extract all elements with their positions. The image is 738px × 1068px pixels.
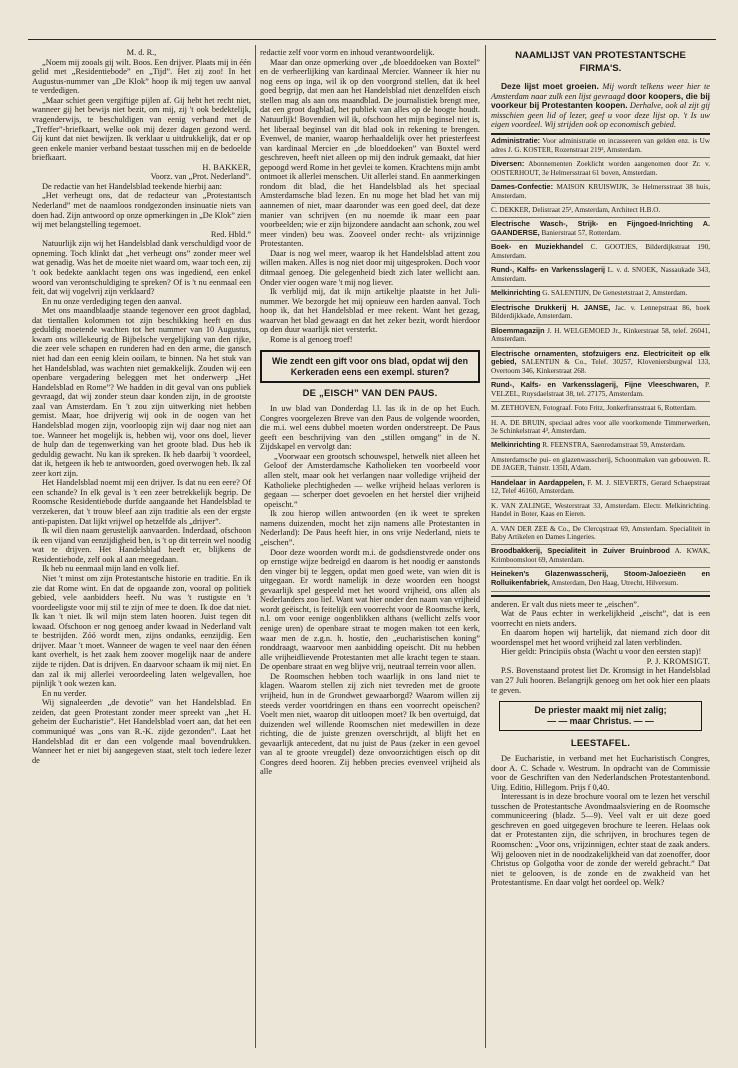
list-intro bbox=[491, 82, 710, 130]
paragraph: Ik heb nu eenmaal mijn land en volk lief. bbox=[42, 564, 180, 574]
paragraph: De Roomschen hebben toch waarlijk in ons land niet te klagen. Waarom stellen zij zich niet tevreden met de groote vrijheid, hun in de Grondwet gewaarborgd? Waarom willen zij steeds verder voortdringen en thans een voorrecht opeischen? Voelt men niet, waarop dit uitloopen moet? Ik ben overtuigd, dat duizenden wel willende Roomschen niet medewillen in deze richting, die de juiste grenzen overschrijdt, al blijft het en gevaarlijk antecedent, dat nu juist de Paus (zeker in een gevoel van al te groote vreugdel) deze onvoorzichtigen eisch op dit Congres deed hooren. Zij hebben precies evenveel vrijheid als alle bbox=[260, 671, 480, 777]
firm-entry bbox=[491, 264, 710, 287]
slogan-line2: — — maar Christus. — — bbox=[547, 716, 654, 727]
paragraph: Met ons maandblaadje staande tegenover een groot dagblad, dat tientallen kolommen tot zijn beschikking heeft en dus geduldig moetende wachten tot het nummer van 10 Augustus, kwam ons willekeurig de Bijbelsche vergelijking van den rijke, die zeer vele schapen en runderen had en den arme, die gansch niet had dan een eenig klein ooilam, te binnen. Na het stuk van het Handelsblad, was wachten niet gemakkelijk. Zouden wij een openbare vergadering beleggen met het onderwerp „Het Handelsblad en Rome”? We hadden in dit geval van ons publiek gevraagd, dat wij zonder steun daar konden zijn, in de grootste zaal van Amsterdam. En 't zou zijn uitwerking niet hebben gemist. Maar, hoe drijverig wij ook in de oogen van het Handelsblad mogen zijn, voorloopig zijn wij daar nog niet aan toe. Wanneer het mogelijk is, hebben wij, voor ons doel, liever de hulp dan de tegenwerking van het groote blad. Dus heb ik geduldig gewacht. Nu kan ik spreken. Ik heb daarbij 't voordeel, dat ik, hetgeen ik heb te antwoorden, goed overwogen heb. Ik zal zeer kort zijn. bbox=[32, 306, 251, 478]
firm-entry bbox=[491, 379, 710, 402]
paragraph: „Noem mij zooals gij wilt. Boos. Een drijver. Plaats mij in één gelid met „Residentiebode” en „Tijd”. Het zij zoo! In het Augustus-nummer van „De Klok” hoop ik mij tegen uw aanval te verdedigen. bbox=[32, 57, 251, 96]
firm-entry-text: MAISON KRUISWIJK, 3e Helmersstraat 38 huis, Amsterdam. bbox=[491, 182, 710, 200]
firm-entry-text: Jac. v. Lennepstraat 86, hoek Bilderdijkkade, Amsterdam. bbox=[491, 303, 710, 321]
firm-entry-text: Abonnementen Zoeklicht worden aangenomen door Zr. v. OOSTERHOUT, 3e Helmersstraat 61 boven, Amsterdam. bbox=[491, 160, 710, 177]
paragraph: Ik verblijd mij, dat ik mijn artikeltje plaatste in het Juli-nummer. We bezorgde het mij opnieuw een harden aanval. Toch hoop ik, dat het Handelsblad er mee rekent. Want het gezag, waarvan het blad gewaagt en dat het zeker bezit, wordt hierdoor op den duur waarlijk niet versterkt. bbox=[260, 287, 480, 335]
firm-entry-bold: Bloemmagazijn bbox=[491, 325, 545, 335]
firm-entry-text: F. M. J. SIEVERTS, Gerard Schaepstraat 12, Telef 46160, Amsterdam. bbox=[491, 478, 710, 496]
paragraph: redactie zelf voor vorm en inhoud verantwoordelijk. bbox=[260, 48, 435, 57]
paragraph: De redactie van het Handelsblad teekende hierbij aan: bbox=[42, 181, 223, 191]
firm-entry bbox=[491, 439, 710, 454]
paragraph: Door deze woorden wordt m.i. de godsdienstvrede onder ons op ernstige wijze bedreigd en daarom is het noodig er aanstonds den vinger bij te leggen, opdat men goed wete, van wien dit is uitgegaan. Er wordt namelijk in deze woorden een hoogst gevaarlijk spel gespeeld met het woord vrijheid, ons allen als Nederlanders zoo lief. Want wat hier onder den naam van vrijheid wordt geëischt, is feitelijk een voorrecht voor de Roomsche kerk, n.l. om voor eenige oogenblikken althans (wellicht zelfs voor eenige uren) de openbare straat te mogen maken tot een kerk, waar men de z.g.n. h. hostie, den „eucharistischen koning” ronddraagt, waarvoor men aanbidding opeischt. Dit nu hebben alle vrijheidlievende Protestanten met alle kracht tegen te staan. De openbare straat en weg blijve vrij, neutraal terrein voor allen. bbox=[260, 547, 480, 672]
paragraph: Natuurlijk zijn wij het Handelsblad dank verschuldigd voor de opneming. Toch klinkt dat „het verheugt ons” zonder meer wel wat genadig. Was het de moeite niet waard om, waar toch een, zij 't ook bedekte aanklacht tegen ons was ingediend, een enkel woord van verontschuldiging te spreken? Of is 't nu eenmaal een feit, dat wij vogelvrij zijn verklaard? bbox=[32, 239, 251, 297]
paragraph: En nu verder. bbox=[42, 688, 87, 698]
firm-entry bbox=[491, 477, 710, 500]
column-divider-2 bbox=[485, 45, 486, 1048]
firm-entry-text: J. H. WELGEMOED Jr., Kinkerstraat 58, telef. 26041, Amsterdam. bbox=[491, 326, 710, 344]
firm-entry-text: SALENTIJN & Co., Telef. 30257, Kloveniersburgwal 133, Overtoom 346, Kinkerstraat 268. bbox=[491, 358, 710, 375]
firm-entry-bold: Electrische Drukkerij H. JANSE, bbox=[491, 302, 611, 312]
paragraph: Ik wil dien naam gerustelijk aanvaarden. Inderdaad, ofschoon ik een vijand van eenzijdigheid ben, is 't op dit terrein wel noodig wat te drijven. Het Handelsblad heeft er, blijkens de Residentiebode, zelf ook al aan meegedaan. bbox=[32, 526, 251, 564]
firm-entry-text: Banierstraat 57, Rotterdam. bbox=[539, 228, 621, 237]
paragraph: In uw blad van Donderdag l.l. las ik in de op het Euch. Congres voorgelezen Breve van den Paus de volgende woorden, die m.i. wel eens dubbel moeten worden onderstreept. De Paus geeft een beschrijving van den „stillen omgang” in de N. Zijdskapel en vervolgt dan: bbox=[260, 404, 480, 452]
firm-entry-bold: Diversen: bbox=[491, 159, 525, 169]
list-heading-line1: NAAMLIJST VAN PROTESTANTSCHE bbox=[515, 50, 686, 61]
signature: Red. Hbld.” bbox=[210, 229, 251, 239]
firm-entry-bold: Handelaar in Aardappelen, bbox=[491, 477, 585, 487]
paragraph: „Het verheugt ons, dat de redacteur van „Protestantsch Nederland” met de naamloos rondgezonden insinuatie niets van doen had. Zijn antwoord op onze opmerkingen in „De Klok” zien wij met belangstelling tegemoet. bbox=[32, 191, 251, 230]
paragraph: anderen. Er valt dus niets meer te „eischen”. bbox=[491, 599, 640, 609]
firm-entry-bold: Boek- en Muziekhandel bbox=[491, 242, 584, 252]
firm-entry-text: A. KWAK, Krimboomsloot 69, Amsterdam. bbox=[491, 547, 710, 565]
paragraph: Rome is al genoeg troef! bbox=[270, 334, 353, 344]
firm-entry-bold: Heineken's Glazenwasscherij, Stoom-Jaloezieën en Rolluikenfabriek, bbox=[491, 569, 710, 587]
paragraph: Ik zou hierop willen antwoorden (en ik weet te spreken namens duizenden, mocht het zijn namens alle Protestanten in Nederland): De Paus heeft hier, in ons vrije Nederland, niets te „eischen”. bbox=[260, 509, 480, 547]
column-3 bbox=[491, 48, 710, 888]
firm-entry-bold: Rund-, Kalfs- en Varkensslagerij, Fijne Vleeschwaren, bbox=[491, 380, 699, 390]
firm-entry bbox=[491, 402, 710, 416]
article-heading: DE „EISCH” VAN DEN PAUS. bbox=[302, 388, 438, 400]
signature-title: Voorz. van „Prot. Nederland”. bbox=[150, 172, 251, 182]
firm-entry-text: Amsterdam, Den Haag, Utrecht, Hilversum. bbox=[549, 578, 679, 587]
firm-entry-text: C. DEKKER, Delistraat 25², Amsterdam, Architect H.B.O. bbox=[491, 205, 661, 214]
firm-entry bbox=[491, 325, 710, 348]
appeal-box: Wie zendt een gift voor ons blad, opdat wij den Kerkeraden eens een exempl. sturen? bbox=[260, 350, 480, 383]
firm-entry bbox=[491, 302, 710, 325]
firm-entry-bold: Melkinrichting bbox=[491, 440, 541, 450]
paragraph: „Maar schiet geen vergiftige pijlen af. Gij hebt het recht niet, wanneer gij het bewijs niet bezit, om mij, zij 't ook bedektelijk, vragenderwijs, te beschuldigen van eenig verband met de „Treffer”-briefkaart, welke ook mij dezer dagen gezond werd. Gij kunt dat niet bewijzen. Ik verklaar u uitdrukkelijk, dat er op geen enkele manier verband bestaat tusschen mij en de bedoelde briefkaart. bbox=[32, 95, 251, 163]
firm-entry bbox=[491, 348, 710, 379]
paragraph: Wij signaleerden „de devotie” van het Handelsblad. En zeiden, dat geen Protestant zonder meer spreekt van „het H. geheim der Eucharistie”. Het Handelsblad voert aan, dat het een communiqué was „ons van R.-K. zijde gezonden”. Laat het Handelsblad dit er dan een volgende maal bovendrukken. Wanneer het er niet bij aangegeven staat, stelt toch iedere lezer de bbox=[32, 698, 251, 765]
firm-entry bbox=[491, 287, 710, 302]
firm-entry-bold: Electrische Wasch-, Strijk- en Fijngoed-Inrichting A. GAANDERSE, bbox=[491, 219, 710, 237]
firm-entry-text: L. v. d. SNOEK, Nassaukade 343, Amsterdam. bbox=[491, 266, 710, 283]
section-heading: LEESTAFEL. bbox=[570, 738, 631, 750]
firm-entry-bold: Broodbakkerij, Specialiteit in Zuiver Bruinbrood bbox=[491, 546, 670, 556]
list-heading bbox=[491, 50, 710, 76]
firm-entry bbox=[491, 204, 710, 218]
firm-entry-bold: Dames-Confectie: bbox=[491, 181, 554, 191]
firm-entry-bold: Rund-, Kalfs- en Varkensslagerij bbox=[491, 265, 606, 275]
firm-entry-text: C. GOOTJES, Bilderdijkstraat 190, Amsterdam. bbox=[491, 243, 711, 260]
firm-entry bbox=[491, 545, 710, 568]
firm-entry bbox=[491, 158, 710, 181]
firm-entry bbox=[491, 181, 710, 204]
intro-bold: door koopers, die bij voorkeur bij Protestanten koopen. bbox=[491, 90, 710, 111]
firm-entry-bold: Electrische ornamenten, stofzuigers enz. Electriciteit op elk gebied, bbox=[491, 348, 710, 367]
paragraph: De Eucharistie, in verband met het Eucharistisch Congres, door A. C. Schade v. Westrum. In opdracht van de Commissie voor de Geschriften van den Nederlandschen Protestantenbond. Uitg. Editio, Hillegom. Prijs f 0,40. bbox=[491, 753, 710, 792]
firm-entry-text: P. VELZEL, Ruysdaelstraat 38, tel. 27175, Amsterdam. bbox=[491, 381, 711, 398]
firm-entry bbox=[491, 218, 710, 241]
firm-entry-text: Voor administratie en incasseeren van gelden enz. is Uw adres J. G. KOSTER, Rozenstraat 219², Amsterdam. bbox=[491, 137, 710, 154]
salutation: M. d. R., bbox=[126, 48, 157, 57]
firm-entry-text: K. VAN ZALINGE, Westerstraat 33, Amsterdam. Electr. Melkinrichting. Handel in Boter, Kaas en Eieren. bbox=[491, 501, 710, 519]
paragraph: En nu onze verdediging tegen den aanval. bbox=[42, 296, 182, 306]
firm-entry bbox=[491, 241, 710, 264]
column-1 bbox=[32, 48, 251, 765]
paragraph: Het Handelsblad noemt mij een drijver. Is dat nu een eere? Of een schande? In elk geval is 't een zeer betrekkelijk begrip. De Roomsche Residentiebode durfde aangaande het Handelsblad te verzekeren, dat 't trouw bleef aan zijn traditie als een der ergste anti-papisten. Dat lijkt vrijwel op hetzelfde als „drijver”. bbox=[32, 478, 251, 526]
signature: P. J. KROMSIGT. bbox=[646, 656, 710, 666]
slogan-box bbox=[499, 701, 702, 731]
paragraph: Hier geldt: Principiis obsta (Wacht u voor den eersten stap)! bbox=[501, 647, 702, 657]
quote: „Voorwaar een grootsch schouwspel, hetwelk niet alleen het Geloof der Amsterdamsche Katholieken ten voorbeeld voor allen stelt, maar ook het verlangen naar volledige vrijheid der Katholieke plechtigheden — welke vrijheid helaas verloren is gegaan — scherper doet gevoelen en het herstel dier vrijheid opeischt.” bbox=[264, 451, 480, 509]
signature-name: H. BAKKER, bbox=[202, 162, 251, 172]
paragraph: Maar dan onze opmerking over „de bloeddoeken van Boxtel” en de verheerlijking van kardinaal Mercier. Wanneer ik hier nu nog eens op inga, wil ik op den voorgrond stellen, dat ik heel goed begrijp, dat men aan het Handelsblad niet denzelfden eisch stellen mag als aan ons maandblad. De journalistiek brengt mee, dat een groot dagblad, het publiek van alles op de hoogte houdt. Natuurlijk! Bovendien wil ik, ofschoon het mijn beginsel niet is, het liberaal beginsel van dit blad ook in rekening te brengen. Evenwel, de manier, waarop herhaaldelijk over het priesterfeest van kardinaal Mercier en „de bloeddoeken” van Boxtel werd geschreven, heeft niet alleen op mij den indruk gemaakt, dat hier gepoogd werd Rome in het gevlei te komen. Krachtens mijn ambt ontmoet ik allerlei menschen. Uit allerlei stand. En aanmerkingen rondom dit blad, die het Handelsblad als het speciaal Amsterdamsche blad lezen. En nu moge het blad het van mij aannemen of niet, maar daaronder was een goed deel, dat deze manier van schrijven (en nu noemde ik maar een paar voorbeelden; wie er zijn bijzondere aandacht aan schonk, zou wel meer vinden) beu was. Zooveel onder recht- als vrijzinnige Protestanten. bbox=[260, 57, 480, 249]
intro-italic: Mij wordt telkens weer hier te Amsterdam naar zulk een lijst gevraagd bbox=[491, 81, 711, 101]
firm-entry bbox=[491, 135, 710, 158]
top-rule bbox=[28, 39, 716, 40]
paragraph: Niet 't minst om zijn Protestantsche historie en traditie. En ik zie dat Rome wint. En dat de opgaande zon, vooral op politiek gebied, vele aanbidders heeft. Nu was 't rustigste en 't voordeeligste voor mij stil te zijn of mee te doen. Ik doe dat niet. Ik kan 't niet. Ik wil mijn stem laten hooren. Juist tegen dit kwaad. Ofschoon er nog genoeg ander kwaad in Nederland valt te bestrijden. Zóó wordt men, zijns ondanks, eenzijdig. Een drijver. Maar 't moet. Wanneer de wagen te veel naar den éénen kant overhelt, is het zaak hem zoover mogelijk naar de andere zijde te rijden. Dat is drijven. En daarvoor schaam ik mij niet. En dan zal ik mij allerlei veroordeeling laten welgevallen, hoe pijnlijk 't ook wezen kan. bbox=[32, 573, 251, 689]
column-2 bbox=[260, 48, 480, 777]
paragraph: Interessant is in deze brochure vooral om te lezen het verschil tusschen de Protestantsche Avondmaalsviering en de Roomsche communiceering (bladz. 5—9). Veel valt er uit deze goed geschreven en goed uitgegeven brochure te leeren. Helaas ook dat er Protestanten zijn, die schrijven, in brochures tegen de Roomschen: „Voor ons, vrijzinnigen, echter staat de zaak anders. Wij gelooven niet in de noodzakelijkheid van dat zoenoffer, door Christus op Golgotha voor de zonde der wereld gebracht.” Dat niet te gelooven, is de zonde en de zwakheid van het Protestantisme. En daar volgt het oordeel op. Welk? bbox=[491, 792, 710, 888]
paragraph: Daar is nog wel meer, waarop ik het Handelsblad attent zou willen maken. Alles is nog niet door mij uitgesproken. Doch voor ditmaal genoeg. Die gelegenheid biedt zich later wellicht aan. Onder vier oogen ware 't mij nog liever. bbox=[260, 248, 480, 287]
paragraph: Wat de Paus echter in werkelijkheid „eischt”, dat is een voorrecht en niets anders. bbox=[491, 609, 710, 628]
firm-entry-text: A. VAN DER ZEE & Co., De Clercqstraat 69, Amsterdam. Specialiteit in Baby Artikelen en Dames Lingeries. bbox=[491, 524, 710, 542]
firm-entry bbox=[491, 500, 710, 523]
paragraph: En daarom hopen wij hartelijk, dat niemand zich door dit woordenspel met het woord vrijheid zal laten verblinden. bbox=[491, 628, 710, 647]
intro-bold: Deze lijst moet groeien. bbox=[501, 80, 599, 91]
firm-entry-text: M. ZETHOVEN, Fotograaf. Foto Fritz, Jonkerfransstraat 6, Rotterdam. bbox=[491, 404, 697, 413]
column-divider-1 bbox=[255, 45, 256, 1048]
firm-entry-text: H. A. DE BRUIN, speciaal adres voor alle voorkomende Timmerwerken, 3e Schinkelstraat 4³, Amsterdam. bbox=[491, 418, 710, 436]
slogan-line1: De priester maakt mij niet zalig; bbox=[534, 705, 667, 716]
postscript: P.S. Bovenstaand protest liet Dr. Kromsigt in het Handelsblad van 27 Juli hooren. Belangrijk genoeg om het ook hier een plaats te geven. bbox=[491, 666, 710, 695]
firm-entry-text: R. FEENSTRA, Saenredamstraat 59, Amsterdam. bbox=[540, 441, 686, 450]
firm-entry bbox=[491, 417, 710, 440]
list-heading-line2: FIRMA'S. bbox=[579, 62, 622, 74]
firm-entry bbox=[491, 523, 710, 546]
firm-entry-bold: Melkinrichting bbox=[491, 288, 541, 298]
firm-entry-bold: Administratie: bbox=[491, 136, 541, 146]
firm-entry-text: Amsterdamsche pui- en glazenwasscherij, Schoonmaken van gebouwen. R. DE JAGER, Tuinstr. 135II, A'dam. bbox=[491, 456, 710, 473]
list-rule bbox=[491, 595, 710, 597]
firm-entry-text: G. SALENTIJN, De Genestetstraat 2, Amsterdam. bbox=[540, 289, 688, 298]
firm-list bbox=[491, 135, 710, 591]
intro-italic: Derhalve, ook al zijt gij misschien geen lid of lezer, geef u voor deze lijst op. 't Is uw eigen voordeel. Wij strijden ook op economisch gebied. bbox=[491, 101, 710, 130]
firm-entry bbox=[491, 568, 710, 591]
firm-entry bbox=[491, 454, 710, 477]
